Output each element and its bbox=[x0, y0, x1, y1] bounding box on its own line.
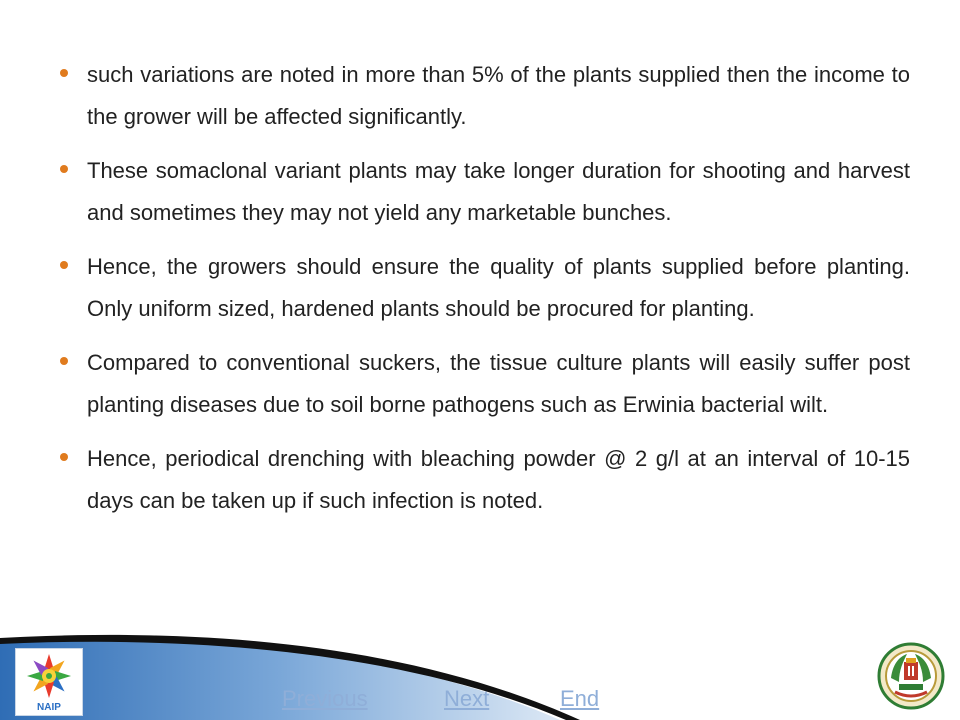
bullet-item bbox=[60, 438, 910, 521]
bullet-item bbox=[60, 246, 910, 329]
institution-emblem bbox=[877, 642, 945, 710]
naip-logo-caption: NAIP bbox=[37, 702, 61, 713]
bullet-item bbox=[60, 342, 910, 425]
bullet-text: Hence, periodical drenching with bleaching powder @ 2 g/l at an interval of 10-15 days can be taken up if such infection is noted. bbox=[87, 446, 910, 513]
bullet-icon bbox=[60, 357, 68, 365]
bullet-text: Hence, the growers should ensure the quality of plants supplied before planting. Only uniform sized, hardened plants should be procured for planting. bbox=[87, 254, 910, 321]
bullet-text: These somaclonal variant plants may take longer duration for shooting and harvest and sometimes they may not yield any marketable bunches. bbox=[87, 158, 910, 225]
previous-link[interactable]: Previous bbox=[282, 686, 368, 711]
bullet-text: Compared to conventional suckers, the tissue culture plants will easily suffer post planting diseases due to soil borne pathogens such as Erwinia bacterial wilt. bbox=[87, 350, 910, 417]
bullet-item bbox=[60, 54, 910, 137]
naip-logo bbox=[15, 648, 83, 716]
bullet-item bbox=[60, 150, 910, 233]
bullet-icon bbox=[60, 165, 68, 173]
end-link[interactable]: End bbox=[560, 686, 600, 711]
next-link[interactable]: Next bbox=[444, 686, 490, 711]
bullet-list bbox=[60, 54, 910, 534]
bullet-icon bbox=[60, 453, 68, 461]
bullet-icon bbox=[60, 69, 68, 77]
bullet-text: such variations are noted in more than 5% of the plants supplied then the income to the grower will be affected significantly. bbox=[87, 62, 910, 129]
bullet-icon bbox=[60, 261, 68, 269]
